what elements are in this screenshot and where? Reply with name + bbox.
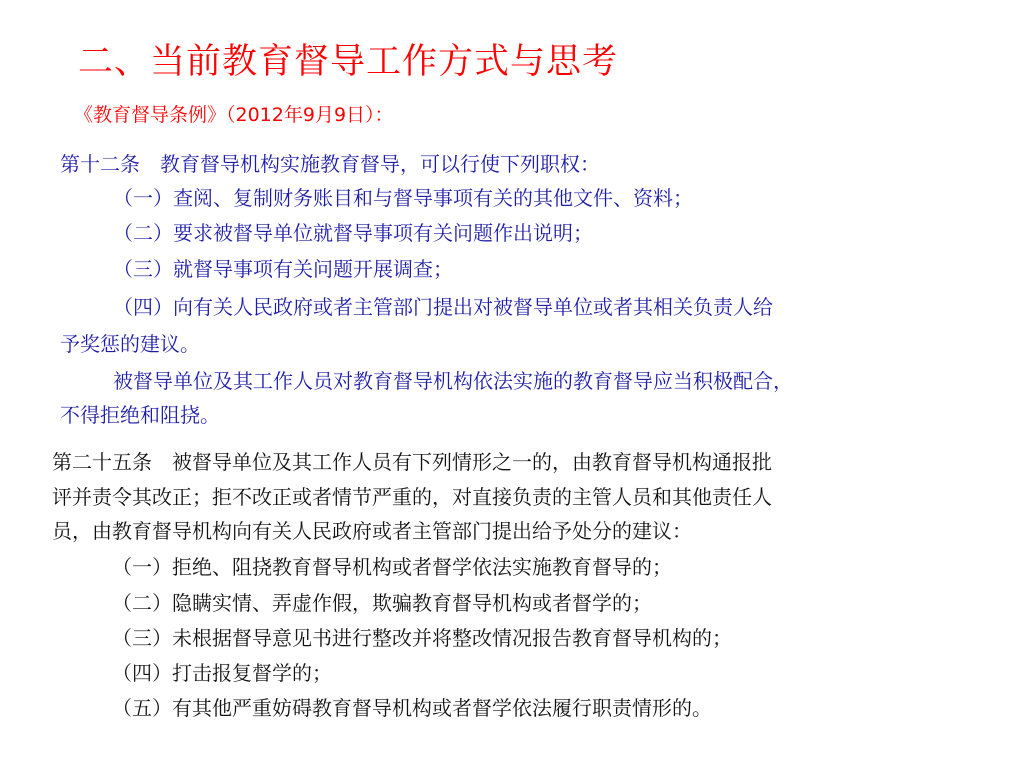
- article-12-item-4-cont: 予奖惩的建议。: [60, 332, 200, 356]
- article-12-item-4: （四）向有关人民政府或者主管部门提出对被督导单位或者其相关负责人给: [113, 295, 773, 319]
- article-12-heading: 第十二条 教育督导机构实施教育督导，可以行使下列职权：: [60, 152, 600, 176]
- article-12-item-2: （二）要求被督导单位就督导事项有关问题作出说明；: [113, 221, 593, 245]
- article-25-heading-cont-2: 员，由教育督导机构向有关人民政府或者主管部门提出给予处分的建议：: [52, 519, 692, 543]
- article-25-item-1: （一）拒绝、阻挠教育督导机构或者督学依法实施教育督导的；: [112, 555, 672, 579]
- article-25-item-2: （二）隐瞒实情、弄虚作假，欺骗教育督导机构或者督学的；: [112, 591, 652, 615]
- article-12-paragraph-2-cont: 不得拒绝和阻挠。: [60, 403, 220, 427]
- article-25-heading: 第二十五条 被督导单位及其工作人员有下列情形之一的，由教育督导机构通报批: [52, 450, 772, 474]
- article-12-paragraph-2: 被督导单位及其工作人员对教育督导机构依法实施的教育督导应当积极配合，: [113, 369, 793, 393]
- article-12-item-1: （一）查阅、复制财务账目和与督导事项有关的其他文件、资料；: [113, 186, 693, 210]
- article-12-item-3: （三）就督导事项有关问题开展调查；: [113, 257, 453, 281]
- article-25-item-3: （三）未根据督导意见书进行整改并将整改情况报告教育督导机构的；: [112, 626, 732, 650]
- regulation-citation: 《教育督导条例》（2012年9月9日）：: [74, 104, 394, 126]
- article-25-item-4: （四）打击报复督学的；: [112, 661, 332, 685]
- article-25-heading-cont-1: 评并责令其改正；拒不改正或者情节严重的，对直接负责的主管人员和其他责任人: [52, 485, 772, 509]
- slide-title: 二、当前教育督导工作方式与思考: [78, 42, 619, 82]
- article-25-item-5: （五）有其他严重妨碍教育督导机构或者督学依法履行职责情形的。: [112, 696, 712, 720]
